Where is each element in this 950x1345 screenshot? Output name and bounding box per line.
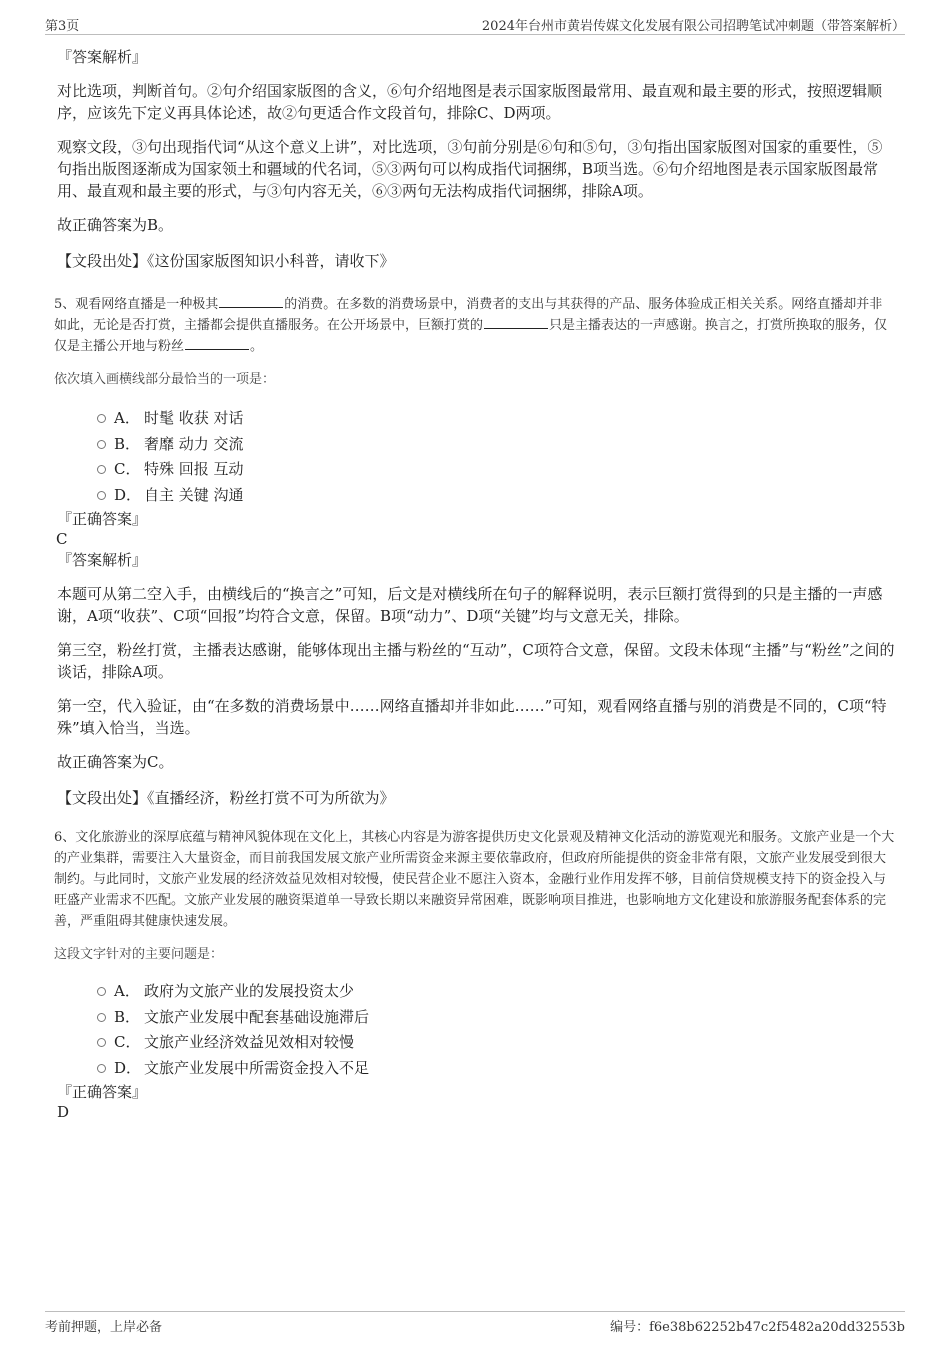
q5-blank-2 <box>484 316 548 329</box>
option-text: 文旅产业发展中配套基础设施滞后 <box>144 1007 370 1026</box>
q4-analysis-label: 『答案解析』 <box>57 48 148 66</box>
q6-answer: D <box>57 1103 70 1121</box>
option-text: 自主 关键 沟通 <box>144 485 244 504</box>
footer-slogan: 考前押题，上岸必备 <box>45 1320 163 1335</box>
q6-stem: 6、文化旅游业的深厚底蕴与精神风貌体现在文化上，其核心内容是为游客提供历史文化景观及精神文化活动的游览观光和服务。文旅产业是一个大的产业集群，需要注入大量资金，而目前我国发展文旅产业所需资金来源主要依靠政府，但政府所能提供的资金非常有限，文旅产业发展受到很大制约。与此同时，文旅产业发展的经济效益见效相对较慢，使民营企业不愿注入资本，金融行业作用发挥不够，目前信贷规模支持下的资金投入与旺盛产业需求不匹配。文旅产业发展的融资渠道单一导致长期以来融资异常困难，既影响项目推进，也影响地方文化建设和旅游服务配套体系的完善，严重阻碍其健康快速发展。 <box>54 830 895 929</box>
q5-stem-part4: 。 <box>250 339 264 354</box>
document-id: 编号：f6e38b62252b47c2f5482a20dd32553b <box>610 1320 905 1335</box>
q5-source: 【文段出处】《直播经济，粉丝打赏不可为所欲为》 <box>57 789 395 807</box>
radio-icon[interactable] <box>97 414 106 423</box>
page-header <box>45 12 905 35</box>
option-text: 特殊 回报 互动 <box>144 460 244 478</box>
option-letter: B． <box>114 434 141 453</box>
option-text: 奢靡 动力 交流 <box>144 434 244 453</box>
q5-prompt: 依次填入画横线部分最恰当的一项是： <box>54 372 276 387</box>
q6-prompt: 这段文字针对的主要问题是： <box>54 947 224 962</box>
q6-option-b[interactable] <box>97 1005 895 1031</box>
page-footer <box>45 1311 905 1336</box>
q5-blank-1 <box>219 295 283 308</box>
q5-stem <box>54 294 895 357</box>
option-text: 政府为文旅产业的发展投资太少 <box>144 982 355 1000</box>
page-number: 第3页 <box>45 19 80 34</box>
radio-icon[interactable] <box>97 440 106 449</box>
q5-answer-label: 『正确答案』 <box>57 510 148 528</box>
q6-option-d[interactable] <box>97 1056 895 1082</box>
option-letter: A． <box>114 982 140 1000</box>
q5-option-b[interactable] <box>97 432 895 458</box>
q5-option-c[interactable] <box>97 457 895 483</box>
main-content <box>54 46 895 1121</box>
option-letter: D． <box>114 485 142 504</box>
q4-analysis-p2: 观察文段，③句出现指代词“从这个意义上讲”，对比选项，③句前分别是⑥句和⑤句，③句指出国家版图对国家的重要性，⑤句指出版图逐渐成为国家领土和疆域的代名词，⑤③两句可以构成指代词捆绑，B项当选。⑥句介绍地图是表示国家版图最常用、最直观和最主要的形式，与③句内容无关，⑥③两句无法构成指代词捆绑，排除A项。 <box>57 138 883 200</box>
option-text: 文旅产业发展中所需资金投入不足 <box>144 1058 370 1077</box>
option-letter: C． <box>114 460 141 478</box>
q5-analysis-conclusion: 故正确答案为C。 <box>57 753 174 771</box>
q5-answer: C <box>56 530 68 548</box>
option-letter: A． <box>114 409 140 427</box>
radio-icon[interactable] <box>97 987 106 996</box>
q5-blank-3 <box>185 337 249 350</box>
q5-option-a[interactable] <box>97 406 895 432</box>
q5-analysis-p2: 第三空，粉丝打赏，主播表达感谢，能够体现出主播与粉丝的“互动”，C项符合文意，保留。文段未体现“主播”与“粉丝”之间的谈话，排除A项。 <box>57 641 895 681</box>
q5-options <box>97 406 895 508</box>
option-letter: C． <box>114 1033 141 1051</box>
document-title: 2024年台州市黄岩传媒文化发展有限公司招聘笔试冲刺题（带答案解析） <box>481 19 905 34</box>
option-text: 文旅产业经济效益见效相对较慢 <box>144 1033 355 1051</box>
radio-icon[interactable] <box>97 465 106 474</box>
q4-source: 【文段出处】《这份国家版图知识小科普，请收下》 <box>57 252 395 270</box>
option-text: 时髦 收获 对话 <box>144 409 244 427</box>
q5-option-d[interactable] <box>97 483 895 509</box>
q5-analysis-label: 『答案解析』 <box>57 551 148 569</box>
q6-answer-label: 『正确答案』 <box>57 1083 148 1101</box>
q5-analysis-p3: 第一空，代入验证，由“在多数的消费场景中……网络直播却并非如此……”可知，观看网络直播与别的消费是不同的，C项“特殊”填入恰当，当选。 <box>57 697 887 737</box>
option-letter: B． <box>114 1007 141 1026</box>
q5-analysis-p1: 本题可从第二空入手，由横线后的“换言之”可知，后文是对横线所在句子的解释说明，表示巨额打赏得到的只是主播的一声感谢，A项“收获”、C项“回报”均符合文意，保留。B项“动力”、D项“关键”均与文意无关，排除。 <box>57 585 883 625</box>
q6-options <box>97 979 895 1081</box>
q5-stem-part1: 5、观看网络直播是一种极其 <box>54 297 219 312</box>
radio-icon[interactable] <box>97 1038 106 1047</box>
radio-icon[interactable] <box>97 491 106 500</box>
option-letter: D． <box>114 1058 142 1077</box>
q5-stem-part3: 只是主播表达的一声感谢。换言之，打赏所换取的服务，仅仅是主播公开地与粉丝 <box>54 318 888 354</box>
radio-icon[interactable] <box>97 1064 106 1073</box>
radio-icon[interactable] <box>97 1013 106 1022</box>
q5-stem-part2: 的消费。在多数的消费场景中，消费者的支出与其获得的产品、服务体验成正相关关系。网络直播却并非如此，无论是否打赏，主播都会提供直播服务。在公开场景中，巨额打赏的 <box>54 297 883 333</box>
q6-option-a[interactable] <box>97 979 895 1005</box>
q4-analysis-p1: 对比选项，判断首句。②句介绍国家版图的含义，⑥句介绍地图是表示国家版图最常用、最直观和最主要的形式，按照逻辑顺序，应该先下定义再具体论述，故②句更适合作文段首句，排除C、D两项。 <box>57 82 883 122</box>
q4-analysis-conclusion: 故正确答案为B。 <box>57 216 174 234</box>
q6-option-c[interactable] <box>97 1030 895 1056</box>
